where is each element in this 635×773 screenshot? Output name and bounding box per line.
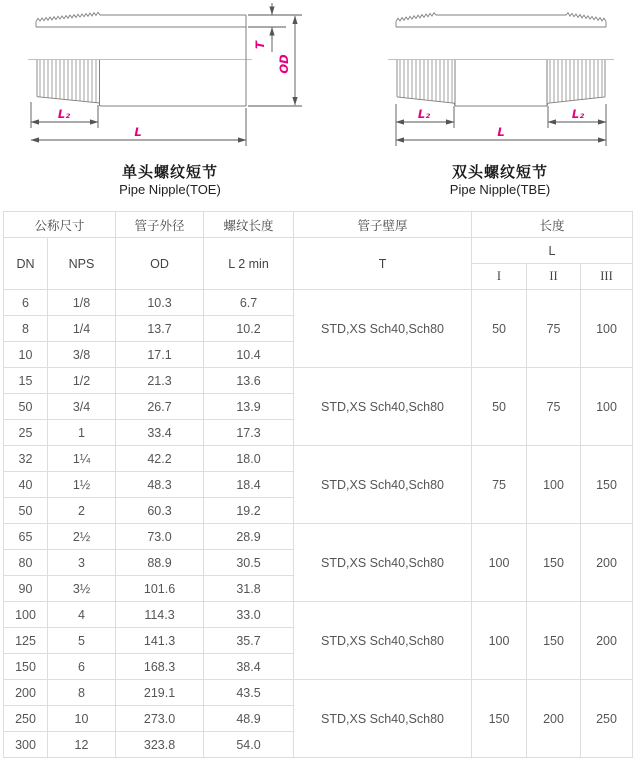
wall-thickness-cell: STD,XS Sch40,Sch80 xyxy=(294,680,472,758)
l2min-cell: 31.8 xyxy=(204,576,294,602)
header-t: T xyxy=(294,238,472,290)
toe-dim-label-t: T xyxy=(253,41,267,49)
header-od: OD xyxy=(116,238,204,290)
dn-cell: 10 xyxy=(4,342,48,368)
toe-dim-label-l: L xyxy=(134,125,142,139)
tbe-dim-label-l2-right: L₂ xyxy=(571,107,585,121)
tbe-thread-hatch-right xyxy=(550,60,602,103)
header-row-symbols xyxy=(4,238,633,264)
l2min-cell: 17.3 xyxy=(204,420,294,446)
dn-cell: 125 xyxy=(4,628,48,654)
l2min-cell: 10.2 xyxy=(204,316,294,342)
od-cell: 114.3 xyxy=(116,602,204,628)
header-nominal-size: 公称尺寸 xyxy=(4,212,116,238)
od-cell: 273.0 xyxy=(116,706,204,732)
toe-body-outline xyxy=(100,15,247,106)
toe-title-block xyxy=(40,163,300,198)
technical-drawings xyxy=(0,0,635,155)
od-cell: 26.7 xyxy=(116,394,204,420)
l2min-cell: 6.7 xyxy=(204,290,294,316)
length-2-cell: 100 xyxy=(527,446,581,524)
l2min-cell: 33.0 xyxy=(204,602,294,628)
header-length: 长度 xyxy=(472,212,633,238)
table-row xyxy=(4,368,633,394)
dn-cell: 8 xyxy=(4,316,48,342)
wall-thickness-cell: STD,XS Sch40,Sch80 xyxy=(294,602,472,680)
dn-cell: 100 xyxy=(4,602,48,628)
header-nps: NPS xyxy=(48,238,116,290)
table-row xyxy=(4,680,633,706)
length-3-cell: 100 xyxy=(581,368,633,446)
header-length-3: III xyxy=(581,264,633,290)
nps-cell: 1/8 xyxy=(48,290,116,316)
dn-cell: 32 xyxy=(4,446,48,472)
l2min-cell: 10.4 xyxy=(204,342,294,368)
dn-cell: 50 xyxy=(4,498,48,524)
l2min-cell: 18.0 xyxy=(204,446,294,472)
length-1-cell: 50 xyxy=(472,290,527,368)
dn-cell: 300 xyxy=(4,732,48,758)
od-cell: 323.8 xyxy=(116,732,204,758)
spec-table xyxy=(3,211,633,758)
l2min-cell: 18.4 xyxy=(204,472,294,498)
nps-cell: 6 xyxy=(48,654,116,680)
l2min-cell: 43.5 xyxy=(204,680,294,706)
tbe-thread-hatch-left xyxy=(400,60,452,103)
length-3-cell: 100 xyxy=(581,290,633,368)
dn-cell: 150 xyxy=(4,654,48,680)
header-dn: DN xyxy=(4,238,48,290)
header-outer-diameter: 管子外径 xyxy=(116,212,204,238)
nps-cell: 3/8 xyxy=(48,342,116,368)
od-cell: 21.3 xyxy=(116,368,204,394)
header-length-2: II xyxy=(527,264,581,290)
wall-thickness-cell: STD,XS Sch40,Sch80 xyxy=(294,446,472,524)
od-cell: 42.2 xyxy=(116,446,204,472)
od-cell: 48.3 xyxy=(116,472,204,498)
tbe-title-zh: 双头螺纹短节 xyxy=(451,164,548,181)
od-cell: 88.9 xyxy=(116,550,204,576)
header-wall-thickness: 管子壁厚 xyxy=(294,212,472,238)
l2min-cell: 48.9 xyxy=(204,706,294,732)
dn-cell: 80 xyxy=(4,550,48,576)
nps-cell: 3½ xyxy=(48,576,116,602)
l2min-cell: 30.5 xyxy=(204,550,294,576)
length-2-cell: 75 xyxy=(527,290,581,368)
dn-cell: 250 xyxy=(4,706,48,732)
od-cell: 101.6 xyxy=(116,576,204,602)
length-1-cell: 150 xyxy=(472,680,527,758)
l2min-cell: 28.9 xyxy=(204,524,294,550)
toe-drawing xyxy=(28,3,302,146)
length-3-cell: 150 xyxy=(581,446,633,524)
toe-thread-envelope xyxy=(37,97,100,106)
dn-cell: 6 xyxy=(4,290,48,316)
toe-dim-label-od: OD xyxy=(277,54,291,74)
length-2-cell: 150 xyxy=(527,524,581,602)
wall-thickness-cell: STD,XS Sch40,Sch80 xyxy=(294,368,472,446)
length-3-cell: 200 xyxy=(581,524,633,602)
spec-table-header xyxy=(4,212,633,290)
length-2-cell: 75 xyxy=(527,368,581,446)
tbe-title-block xyxy=(375,163,625,198)
dn-cell: 25 xyxy=(4,420,48,446)
length-1-cell: 100 xyxy=(472,602,527,680)
dn-cell: 65 xyxy=(4,524,48,550)
od-cell: 33.4 xyxy=(116,420,204,446)
nps-cell: 8 xyxy=(48,680,116,706)
tbe-title-en: Pipe Nipple(TBE) xyxy=(449,182,551,197)
od-cell: 168.3 xyxy=(116,654,204,680)
length-1-cell: 100 xyxy=(472,524,527,602)
nps-cell: 1¼ xyxy=(48,446,116,472)
l2min-cell: 54.0 xyxy=(204,732,294,758)
table-row xyxy=(4,524,633,550)
nps-cell: 3 xyxy=(48,550,116,576)
l2min-cell: 13.9 xyxy=(204,394,294,420)
nps-cell: 3/4 xyxy=(48,394,116,420)
table-row xyxy=(4,290,633,316)
nps-cell: 1/4 xyxy=(48,316,116,342)
length-2-cell: 200 xyxy=(527,680,581,758)
toe-title-zh: 单头螺纹短节 xyxy=(121,164,218,181)
nps-cell: 1 xyxy=(48,420,116,446)
toe-dim-label-l2: L₂ xyxy=(57,107,71,121)
nps-cell: 1½ xyxy=(48,472,116,498)
dn-cell: 40 xyxy=(4,472,48,498)
header-row-groups xyxy=(4,212,633,238)
table-row xyxy=(4,446,633,472)
spec-table-body xyxy=(4,290,633,758)
dn-cell: 200 xyxy=(4,680,48,706)
length-3-cell: 250 xyxy=(581,680,633,758)
toe-title-en: Pipe Nipple(TOE) xyxy=(119,182,221,197)
dn-cell: 50 xyxy=(4,394,48,420)
length-2-cell: 150 xyxy=(527,602,581,680)
od-cell: 73.0 xyxy=(116,524,204,550)
header-l2min: L 2 min xyxy=(204,238,294,290)
toe-thread-hatch xyxy=(40,60,96,103)
tbe-dim-label-l2-left: L₂ xyxy=(417,107,431,121)
header-thread-length: 螺纹长度 xyxy=(204,212,294,238)
length-3-cell: 200 xyxy=(581,602,633,680)
toe-top-outline xyxy=(36,12,246,21)
tbe-body-outline xyxy=(455,60,547,106)
nps-cell: 12 xyxy=(48,732,116,758)
l2min-cell: 19.2 xyxy=(204,498,294,524)
od-cell: 141.3 xyxy=(116,628,204,654)
tbe-dim-label-l: L xyxy=(497,125,505,139)
nps-cell: 1/2 xyxy=(48,368,116,394)
length-1-cell: 50 xyxy=(472,368,527,446)
drawings-section xyxy=(0,0,635,209)
tbe-drawing xyxy=(388,13,614,146)
length-1-cell: 75 xyxy=(472,446,527,524)
od-cell: 219.1 xyxy=(116,680,204,706)
nps-cell: 2 xyxy=(48,498,116,524)
l2min-cell: 35.7 xyxy=(204,628,294,654)
od-cell: 13.7 xyxy=(116,316,204,342)
tbe-top-outline xyxy=(396,13,606,22)
l2min-cell: 38.4 xyxy=(204,654,294,680)
od-cell: 10.3 xyxy=(116,290,204,316)
dn-cell: 90 xyxy=(4,576,48,602)
od-cell: 60.3 xyxy=(116,498,204,524)
table-row xyxy=(4,602,633,628)
nps-cell: 2½ xyxy=(48,524,116,550)
od-cell: 17.1 xyxy=(116,342,204,368)
wall-thickness-cell: STD,XS Sch40,Sch80 xyxy=(294,524,472,602)
wall-thickness-cell: STD,XS Sch40,Sch80 xyxy=(294,290,472,368)
nps-cell: 10 xyxy=(48,706,116,732)
header-l: L xyxy=(472,238,633,264)
nps-cell: 4 xyxy=(48,602,116,628)
l2min-cell: 13.6 xyxy=(204,368,294,394)
header-length-1: I xyxy=(472,264,527,290)
nps-cell: 5 xyxy=(48,628,116,654)
dn-cell: 15 xyxy=(4,368,48,394)
